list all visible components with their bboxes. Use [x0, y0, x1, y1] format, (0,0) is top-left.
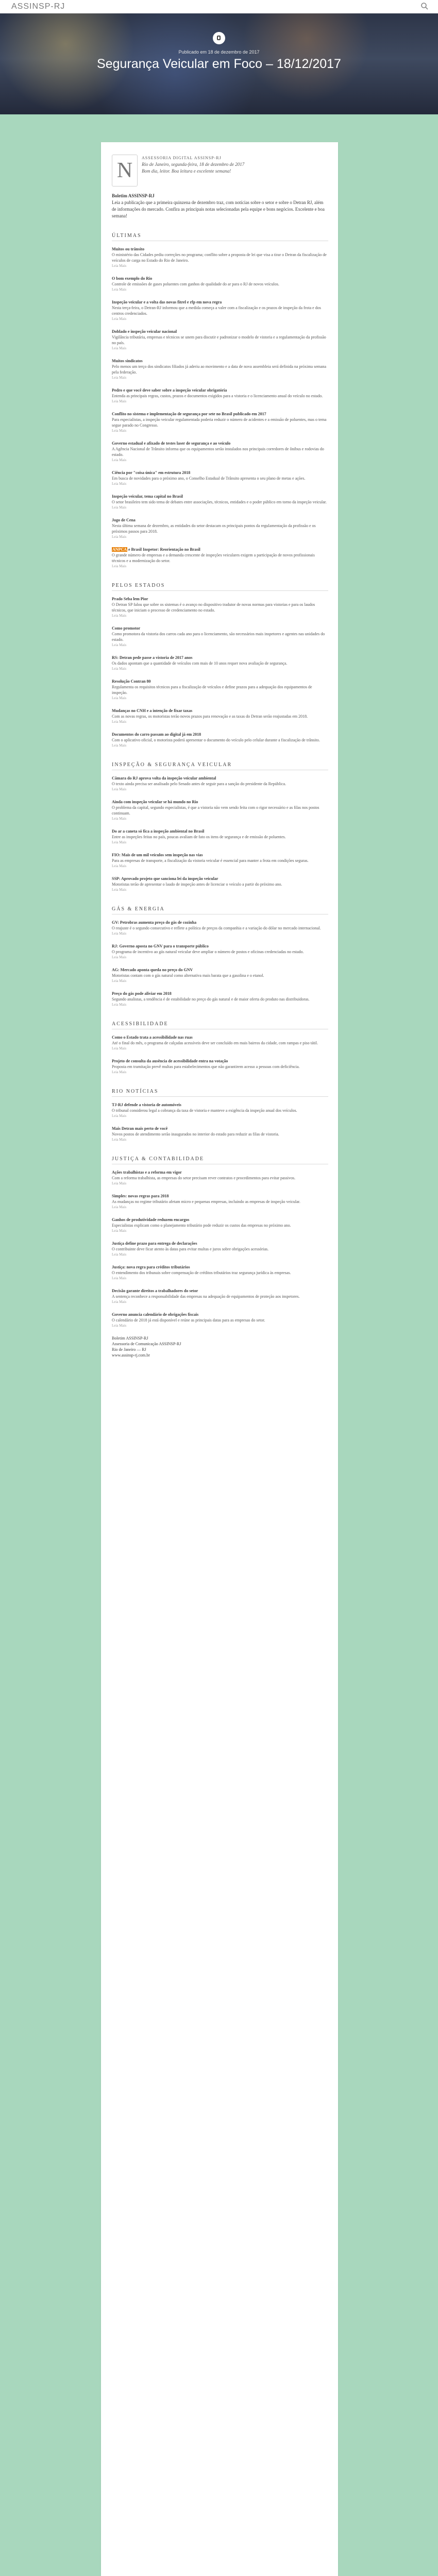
- read-more-link[interactable]: Leia Mais: [112, 667, 127, 671]
- news-title[interactable]: FIO: Mais de um mil veículos sem inspeção nas vias: [112, 853, 203, 857]
- news-summary: Pelo menos um terço dos sindicatos filiados já aderiu ao movimento e a data de nova assembleia será definida na próxima semana pela federação.: [112, 364, 327, 375]
- signature-line: Boletim ASSINSP-RJ: [112, 1336, 148, 1341]
- news-item: [112, 625, 328, 648]
- news-title[interactable]: GV: Petrobras aumenta preço do gás de cozinha: [112, 920, 197, 925]
- news-title[interactable]: SSP: Aprovado projeto que sanciona lei da inspeção veicular: [112, 876, 218, 881]
- search-icon[interactable]: [420, 2, 429, 10]
- read-more-link[interactable]: Leia Mais: [112, 643, 127, 647]
- news-summary: Vigilância tributária, empresas e técnicos se unem para discutir e padronizar o modelo de vistoria e a regulamentação da profissão no país.: [112, 335, 326, 345]
- read-more-link[interactable]: Leia Mais: [112, 888, 127, 892]
- news-item: [112, 852, 328, 869]
- news-item: [112, 517, 328, 540]
- news-title[interactable]: Justiça: nova regra para créditos tributários: [112, 1265, 190, 1269]
- lock-icon: [213, 32, 225, 44]
- read-more-link[interactable]: Leia Mais: [112, 535, 127, 539]
- page-title: Segurança Veicular em Foco – 18/12/2017: [97, 57, 341, 71]
- read-more-link[interactable]: Leia Mais: [112, 1205, 127, 1209]
- intro-line: Bom dia, leitor. Boa leitura e excelente semana!: [142, 168, 231, 174]
- news-item: [112, 967, 328, 984]
- news-item: [112, 991, 328, 1008]
- news-summary: Novos postos de atendimento serão inaugurados no interior do estado para reduzir as filas de vistoria.: [112, 1132, 279, 1137]
- news-summary: Para as empresas de transporte, a fiscalização da vistoria veicular é essencial para manter a frota em condições seguras.: [112, 858, 309, 863]
- news-item: [112, 1126, 328, 1143]
- news-summary: Com as novas regras, os motoristas terão novos prazos para renovação e as taxas do Detran serão reajustadas em 2018.: [112, 714, 308, 719]
- news-item: [112, 1217, 328, 1234]
- news-summary: O ministério das Cidades pediu correções no programa; conflito sobre a proposta de lei que visa a tirar o Detran da fiscalização de veículos de carga no Estado do Rio de Janeiro.: [112, 252, 327, 263]
- news-title[interactable]: RJ: Governo aposta no GNV para o transporte público: [112, 944, 209, 948]
- news-summary: O Detran SP falou que sobre os sistemas é o avanço no dispositivo tradutor de novas normas para vistorias e para os laudos técnicos, que iniciam o processo de credenciamento no estado.: [112, 602, 315, 613]
- news-title[interactable]: Conflito no sistema e implementação de segurança por sete no Brasil publicado em 2017: [112, 412, 266, 416]
- news-summary: Proposta em tramitação prevê multas para estabelecimentos que não garantirem acesso a pessoas com deficiência.: [112, 1064, 300, 1069]
- section-heading: JUSTIÇA & CONTABILIDADE: [112, 1156, 205, 1162]
- news-item: [112, 1241, 328, 1258]
- news-title-text: e Brasil Inspetor: Reorientação no Brasil: [127, 547, 200, 552]
- news-summary: Nesta terça-feira, o Detran-RJ informou que a medida começa a valer com a fiscalização e os prazos de inspeção da frota e dos centros credenciados.: [112, 306, 321, 316]
- news-summary: Entre as inspeções feitas no país, poucas avaliam de fato os itens de segurança e de emissão de poluentes.: [112, 835, 286, 839]
- highlight-tag: ANPCA: [112, 547, 127, 552]
- read-more-link[interactable]: Leia Mais: [112, 1300, 127, 1304]
- read-more-link[interactable]: Leia Mais: [112, 614, 127, 618]
- section-heading: RIO NOTÍCIAS: [112, 1089, 159, 1094]
- lead-text: Leia a publicação que a primeira quinzena de dezembro traz, com notícias sobre o setor e sobre o Detran RJ, além de informações do mercado. Confira as principais notas selecionadas pela equipe e bons negócios. Excelente e boa semana!: [112, 200, 325, 218]
- news-summary: Para especialistas, a inspeção veicular regulamentada poderia reduzir o número de acidentes e a emissão de poluentes, mas o tema segue parado no Congresso.: [112, 417, 327, 428]
- read-more-link[interactable]: Leia Mais: [112, 1276, 127, 1280]
- news-title[interactable]: Simples: novas regras para 2018: [112, 1194, 169, 1198]
- read-more-link[interactable]: Leia Mais: [112, 399, 127, 403]
- read-more-link[interactable]: Leia Mais: [112, 1046, 127, 1050]
- read-more-link[interactable]: Leia Mais: [112, 1114, 127, 1118]
- news-item: [112, 679, 328, 701]
- news-title[interactable]: Inspeção veicular e a volta das novas fitrel e rfp em nova regra: [112, 300, 222, 304]
- drop-cap: N: [112, 155, 138, 187]
- news-title[interactable]: Resolução Contran 80: [112, 679, 151, 684]
- news-title[interactable]: TJ-RJ defende a vistoria de automóveis: [112, 1103, 181, 1107]
- section-heading: INSPEÇÃO & SEGURANÇA VEICULAR: [112, 762, 232, 768]
- news-summary: Nesta última semana de dezembro, as entidades do setor destacam os principais pontos da regulamentação da profissão e os próximos passos para 2018.: [112, 523, 316, 534]
- news-summary: Com o aplicativo oficial, o motorista poderá apresentar o documento do veículo pelo celular durante a fiscalização de trânsito.: [112, 738, 320, 742]
- news-title[interactable]: Governo estadual e afixado de testes laser de segurança e ao veículo: [112, 441, 231, 446]
- news-item: [112, 358, 328, 381]
- news-item: [112, 1035, 328, 1052]
- news-summary: Até o final do mês, o programa de calçadas acessíveis deve ser concluído em mais bairros da cidade, com rampas e piso tátil.: [112, 1041, 318, 1045]
- read-more-link[interactable]: Leia Mais: [112, 720, 127, 724]
- section-heading: ÚLTIMAS: [112, 233, 142, 239]
- news-summary: Os dados apontam que a quantidade de veículos com mais de 10 anos requer nova avaliação de segurança.: [112, 661, 288, 666]
- section-heading: GÁS & ENERGIA: [112, 906, 165, 912]
- news-title[interactable]: AG: Mercado aponta queda no preço do GNV: [112, 968, 193, 972]
- news-summary: Com a reforma trabalhista, as empresas do setor precisam rever contratos e procedimentos para evitar passivos.: [112, 1176, 296, 1180]
- read-more-link[interactable]: Leia Mais: [112, 505, 127, 510]
- news-item: [112, 1312, 328, 1329]
- news-item: [112, 494, 328, 511]
- read-more-link[interactable]: Leia Mais: [112, 955, 127, 959]
- news-title[interactable]: Mais Detran mais perto de você: [112, 1126, 168, 1131]
- news-summary: A Agência Nacional de Trânsito informa que os equipamentos serão instalados nos principais corredores de ônibus e rodovias do estado.: [112, 447, 324, 457]
- news-title[interactable]: Pedro e que você deve saber sobre a inspeção veicular obrigatória: [112, 388, 227, 393]
- news-title[interactable]: Inspeção veicular, tema capital no Brasil: [112, 494, 183, 499]
- read-more-link[interactable]: Leia Mais: [112, 1003, 127, 1007]
- read-more-link[interactable]: Leia Mais: [112, 979, 127, 983]
- news-summary: O programa de incentivo ao gás natural veicular deve ampliar o número de postos e oficinas credenciadas no estado.: [112, 950, 304, 954]
- intro-line: Rio de Janeiro, segunda-feira, 18 de dezembro de 2017: [142, 162, 245, 167]
- news-summary: As mudanças no regime tributário afetam micro e pequenas empresas, incluindo as empresas de inspeção veicular.: [112, 1199, 300, 1204]
- read-more-link[interactable]: Leia Mais: [112, 1252, 127, 1257]
- news-summary: O texto ainda precisa ser analisado pelo Senado antes de seguir para a sanção do presidente da República.: [112, 782, 287, 786]
- news-title[interactable]: [112, 547, 328, 552]
- read-more-link[interactable]: Leia Mais: [112, 458, 127, 462]
- lead-title: Boletim ASSINSP-RJ: [112, 193, 155, 198]
- news-item: [112, 799, 328, 822]
- read-more-link[interactable]: Leia Mais: [112, 864, 127, 868]
- news-item: [112, 1170, 328, 1187]
- news-summary: O reajuste é o segundo consecutivo e reflete a política de preços da companhia e a variação do dólar no mercado internacional.: [112, 926, 321, 930]
- news-summary: Entenda as principais regras, custos, prazos e documentos exigidos para a vistoria e o licenciamento anual do veículo no estado.: [112, 394, 323, 398]
- read-more-link[interactable]: Leia Mais: [112, 564, 127, 568]
- read-more-link[interactable]: Leia Mais: [112, 696, 127, 700]
- news-item: [112, 655, 328, 672]
- lead-block: [112, 193, 328, 219]
- news-summary: Controle de emissões de gases poluentes com ganhos de qualidade do ar para o RJ de novos veículos.: [112, 282, 279, 286]
- signature: [112, 1335, 328, 1358]
- news-item: [112, 440, 328, 463]
- news-title[interactable]: Doblado e inspeção veicular nacional: [112, 329, 177, 334]
- news-title[interactable]: Do ar a caneta só fica a inspeção ambiental no Brasil: [112, 829, 205, 834]
- news-item: [112, 732, 328, 749]
- news-title[interactable]: Projeto de consulta da ausência de acessibilidade entra na votação: [112, 1059, 228, 1063]
- news-summary: Motoristas contam com o gás natural como alternativa mais barata que a gasolina e o etanol.: [112, 973, 264, 978]
- news-title[interactable]: O bom exemplo do Rio: [112, 276, 153, 281]
- section-heading: ACESSIBILIDADE: [112, 1021, 169, 1027]
- news-summary: O grande número de empresas e a demanda crescente de inspeções veiculares exigem a participação de novos profissionais técnicos e a modernização do setor.: [112, 553, 315, 563]
- news-title[interactable]: Ainda com inspeção veicular se há mundo no Rio: [112, 800, 198, 804]
- news-item: [112, 775, 328, 792]
- news-item: [112, 828, 328, 845]
- read-more-link[interactable]: Leia Mais: [112, 1181, 127, 1185]
- news-summary: O contribuinte deve ficar atento às datas para evitar multas e juros sobre obrigações acessórias.: [112, 1247, 269, 1251]
- read-more-link[interactable]: Leia Mais: [112, 840, 127, 844]
- top-bar: [0, 0, 438, 14]
- news-title[interactable]: Justiça define prazo para entrega de declarações: [112, 1241, 197, 1246]
- news-item: [112, 1058, 328, 1075]
- news-title[interactable]: Ganhos de produtividade reduzem encargos: [112, 1217, 190, 1222]
- read-more-link[interactable]: Leia Mais: [112, 317, 127, 321]
- section-heading: PELOS ESTADOS: [112, 583, 165, 588]
- signature-line[interactable]: www.assinsp-rj.com.br: [112, 1353, 150, 1358]
- news-summary: Especialistas explicam como o planejamento tributário pode reduzir os custos das empresas no próximo ano.: [112, 1223, 291, 1228]
- read-more-link[interactable]: Leia Mais: [112, 346, 127, 350]
- news-item: [112, 276, 328, 293]
- read-more-link[interactable]: Leia Mais: [112, 931, 127, 936]
- news-title[interactable]: Preço do gás pode aliviar em 2018: [112, 991, 172, 996]
- news-item: [112, 1264, 328, 1281]
- hero-banner: [0, 13, 438, 114]
- signature-line: Rio de Janeiro — RJ: [112, 1347, 146, 1352]
- news-summary: O tribunal considerou legal a cobrança da taxa de vistoria e manteve a exigência da inspeção anual dos veículos.: [112, 1108, 297, 1113]
- news-item: [112, 411, 328, 434]
- read-more-link[interactable]: Leia Mais: [112, 787, 127, 791]
- section-divider: [112, 1096, 328, 1097]
- news-item: [112, 1193, 328, 1210]
- read-more-link[interactable]: Leia Mais: [112, 482, 127, 486]
- news-summary: O problema da capital, segundo especialistas, é que a vistoria não vem sendo feita com o rigor necessário e as filas nos postos continuam.: [112, 805, 319, 816]
- news-summary: O entendimento dos tribunais sobre compensação de créditos tributários traz segurança jurídica às empresas.: [112, 1270, 291, 1275]
- news-summary: Regulamenta os requisitos técnicos para a fiscalização de veículos e define prazos para a adequação dos equipamentos de inspeção.: [112, 685, 312, 695]
- read-more-link[interactable]: Leia Mais: [112, 817, 127, 821]
- news-title[interactable]: Muitos ou trânsito: [112, 247, 145, 251]
- intro-from: ASSESSORIA DIGITAL ASSINSP-RJ: [142, 156, 222, 160]
- news-title[interactable]: Decisão garante direitos a trabalhadores do setor: [112, 1289, 198, 1293]
- signature-line: Assessoria de Comunicação ASSINSP-RJ: [112, 1342, 181, 1346]
- news-title[interactable]: Documentos do carro passam ao digital já em 2018: [112, 732, 201, 737]
- news-title[interactable]: Como promotor: [112, 626, 141, 631]
- news-title[interactable]: Prado Seba lem Pior: [112, 597, 148, 601]
- read-more-link[interactable]: Leia Mais: [112, 1229, 127, 1233]
- post-date: Publicado em 18 de dezembro de 2017: [178, 49, 260, 55]
- news-item: [112, 876, 328, 893]
- article-card: [101, 142, 338, 2576]
- news-title[interactable]: Governo anuncia calendário de obrigações fiscais: [112, 1312, 199, 1317]
- read-more-link[interactable]: Leia Mais: [112, 1324, 127, 1328]
- news-title[interactable]: Câmara do RJ aprova volta da inspeção veicular ambiental: [112, 776, 216, 781]
- news-item: [112, 1288, 328, 1305]
- news-item: [112, 596, 328, 619]
- read-more-link[interactable]: Leia Mais: [112, 429, 127, 433]
- news-summary: Como promotora da vistoria dos carros cada ano para o licenciamento, são necessários mais inspetores e agentes nas unidades do estado.: [112, 632, 325, 642]
- news-summary: Segundo analistas, a tendência é de estabilidade no preço do gás natural e de maior oferta do produto nas distribuidoras.: [112, 997, 310, 1002]
- news-title[interactable]: Ciência por "coisa única" em estrutura 2018: [112, 470, 191, 475]
- read-more-link[interactable]: Leia Mais: [112, 743, 127, 748]
- read-more-link[interactable]: Leia Mais: [112, 376, 127, 380]
- news-item: [112, 387, 328, 404]
- read-more-link[interactable]: Leia Mais: [112, 1070, 127, 1074]
- news-item: [112, 299, 328, 322]
- news-summary: A sentença reconhece a responsabilidade das empresas na adequação de equipamentos de proteção aos inspetores.: [112, 1294, 300, 1299]
- news-title[interactable]: RS: Detran pede passe a vistoria de 2017 anos: [112, 655, 193, 660]
- site-logo[interactable]: ASSINSP-RJ: [11, 2, 65, 11]
- news-item: [112, 547, 328, 569]
- news-summary: Em busca de novidades para o próximo ano, o Conselho Estadual de Trânsito apresenta o seu plano de metas e ações.: [112, 476, 306, 481]
- news-item: [112, 943, 328, 960]
- read-more-link[interactable]: Leia Mais: [112, 264, 127, 268]
- news-title[interactable]: Como o Estado trata a acessibilidade nas ruas: [112, 1035, 193, 1040]
- news-summary: O setor brasileiro tem sido tema de debates entre associações, técnicos, entidades e o poder público em torno da inspeção veicular.: [112, 500, 327, 504]
- section-divider: [112, 590, 328, 591]
- news-title[interactable]: Ações trabalhistas e a reforma em vigor: [112, 1170, 182, 1175]
- intro-block: [142, 155, 328, 188]
- read-more-link[interactable]: Leia Mais: [112, 287, 127, 292]
- news-summary: O calendário de 2018 já está disponível e reúne as principais datas para as empresas do setor.: [112, 1318, 265, 1323]
- news-item: [112, 470, 328, 487]
- read-more-link[interactable]: Leia Mais: [112, 1138, 127, 1142]
- news-item: [112, 1102, 328, 1119]
- news-item: [112, 708, 328, 725]
- news-title[interactable]: Muitos sindicatos: [112, 359, 143, 363]
- news-item: [112, 920, 328, 937]
- news-item: [112, 329, 328, 351]
- news-item: [112, 246, 328, 269]
- news-title[interactable]: Jogo de Cena: [112, 518, 136, 522]
- news-title[interactable]: Mudanças no CNH e a intenção de fixar taxas: [112, 708, 193, 713]
- news-summary: Motoristas terão de apresentar o laudo de inspeção antes de licenciar o veículo a partir do próximo ano.: [112, 882, 282, 887]
